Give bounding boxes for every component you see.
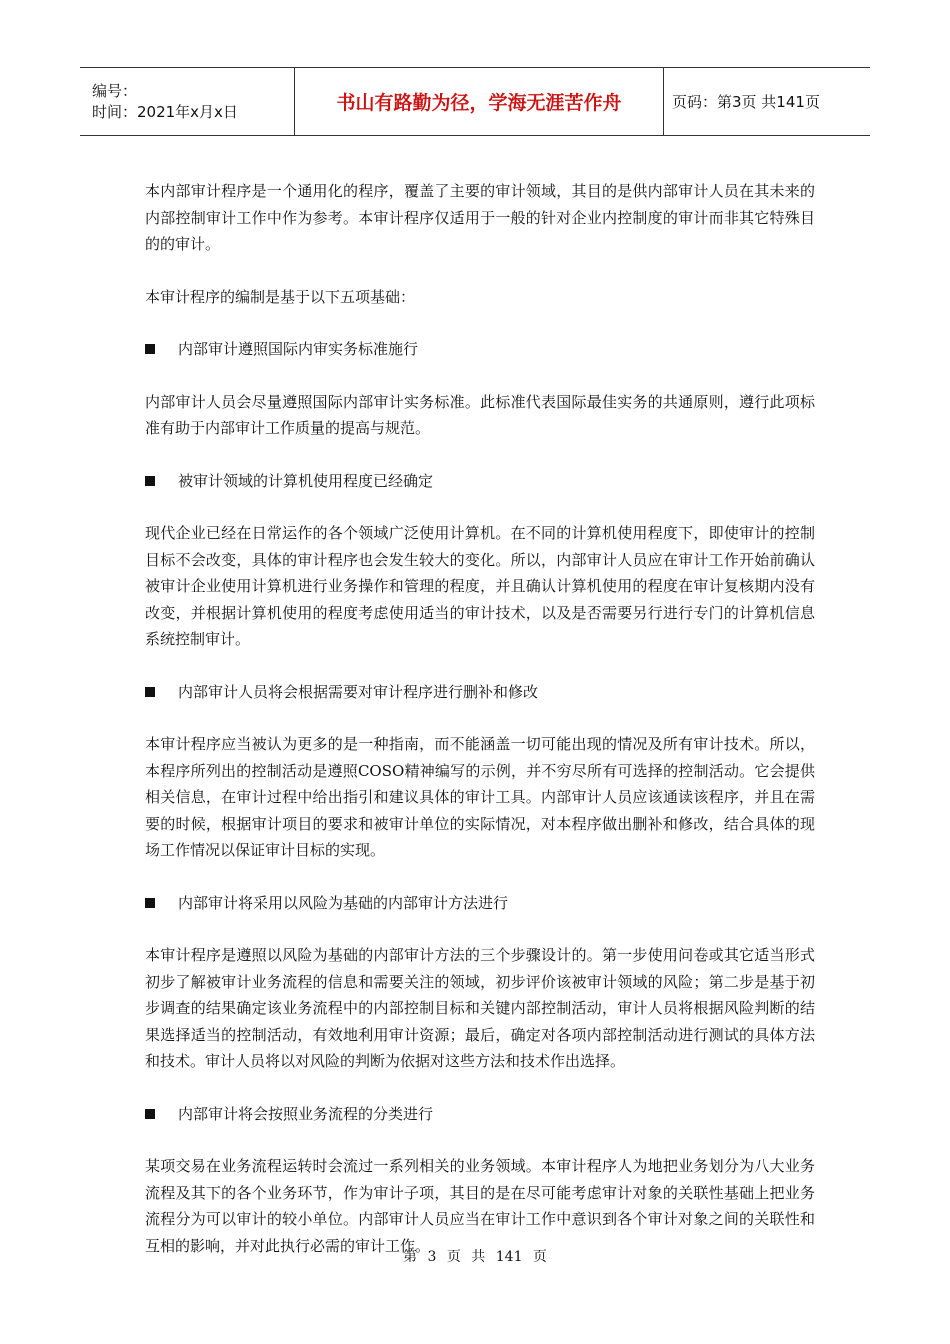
header-motto: 书山有路勤为径，学海无涯苦作舟 <box>295 68 664 136</box>
bullet-text: 内部审计将采用以风险为基础的内部审计方法进行 <box>178 893 509 912</box>
bullet-item <box>145 890 815 917</box>
bullet-text: 被审计领域的计算机使用程度已经确定 <box>178 471 434 490</box>
square-bullet-icon <box>145 898 155 908</box>
page-footer: 第 3 页 共 141 页 <box>403 1249 547 1265</box>
bullet-text: 内部审计遵照国际内审实务标准施行 <box>178 340 419 358</box>
paragraph: 某项交易在业务流程运转时会流过一系列相关的业务领域。本审计程序人为地把业务划分为八大业务流程及其下的各个业务环节，作为审计子项，其目的是在尽可能考虑审计对象的关联性基础上把业务流程分为可以审计的较小单位。内部审计人员应当在审计工作中意识到各个审计对象之间的关联性和互相的影响，并对此执行必需的审计工作。 <box>145 1157 815 1255</box>
paragraph: 现代企业已经在日常运作的各个领域广泛使用计算机。在不同的计算机使用程度下，即使审计的控制目标不会改变，具体的审计程序也会发生较大的变化。所以，内部审计人员应在审计工作开始前确认被审计企业使用计算机进行业务操作和管理的程度，并且确认计算机使用的程度在审计复核期内没有改变，并根据计算机使用的程度考虑使用适当的审计技术，以及是否需要另行进行专门的计算机信息系统控制审计。 <box>145 524 815 648</box>
header-meta-cell <box>80 68 295 136</box>
paragraph: 本审计程序应当被认为更多的是一种指南，而不能涵盖一切可能出现的情况及所有审计技术。所以，本程序所列出的控制活动是遵照COSO精神编写的示例，并不穷尽所有可选择的控制活动。它会提供相关信息，在审计过程中给出指引和建议具体的审计工具。内部审计人员应该通读该程序，并且在需要的时候，根据审计项目的要求和被审计单位的实际情况，对本程序做出删补和修改，结合具体的现场工作情况以保证审计目标的实现。 <box>145 735 815 859</box>
bullet-item <box>145 679 815 706</box>
bullet-item <box>145 336 815 363</box>
square-bullet-icon <box>145 344 155 354</box>
square-bullet-icon <box>145 1109 155 1119</box>
paragraph-basis: 本审计程序的编制是基于以下五项基础： <box>145 287 416 306</box>
bullet-item <box>145 1101 815 1128</box>
document-body <box>145 178 815 1285</box>
header-table <box>80 67 870 136</box>
doc-number-label: 编号： <box>92 81 138 100</box>
paragraph: 内部审计人员会尽量遵照国际内部审计实务标准。此标准代表国际最佳实务的共通原则，遵行此项标准有助于内部审计工作质量的提高与规范。 <box>145 392 815 437</box>
bullet-item <box>145 468 815 495</box>
paragraph: 本审计程序是遵照以风险为基础的内部审计方法的三个步骤设计的。第一步使用问卷或其它适当形式初步了解被审计业务流程的信息和需要关注的领域，初步评价该被审计领域的风险；第二步是基于初步调查的结果确定该业务流程中的内部控制目标和关键内部控制活动，审计人员将根据风险判断的结果选择适当的控制活动，有效地利用审计资源；最后，确定对各项内部控制活动进行测试的具体方法和技术。审计人员将以对风险的判断为依据对这些方法和技术作出选择。 <box>145 946 815 1070</box>
bullet-text: 内部审计人员将会根据需要对审计程序进行删补和修改 <box>178 682 539 701</box>
doc-time-label: 时间：2021年x月x日 <box>92 102 238 121</box>
bullet-text: 内部审计将会按照业务流程的分类进行 <box>178 1104 434 1123</box>
square-bullet-icon <box>145 476 155 486</box>
header-page-info: 页码：第3页 共141页 <box>664 68 871 136</box>
paragraph-intro: 本内部审计程序是一个通用化的程序，覆盖了主要的审计领域，其目的是供内部审计人员在其未来的内部控制审计工作中作为参考。本审计程序仅适用于一般的针对企业内控制度的审计而非其它特殊目的的审计。 <box>145 182 815 253</box>
square-bullet-icon <box>145 687 155 697</box>
